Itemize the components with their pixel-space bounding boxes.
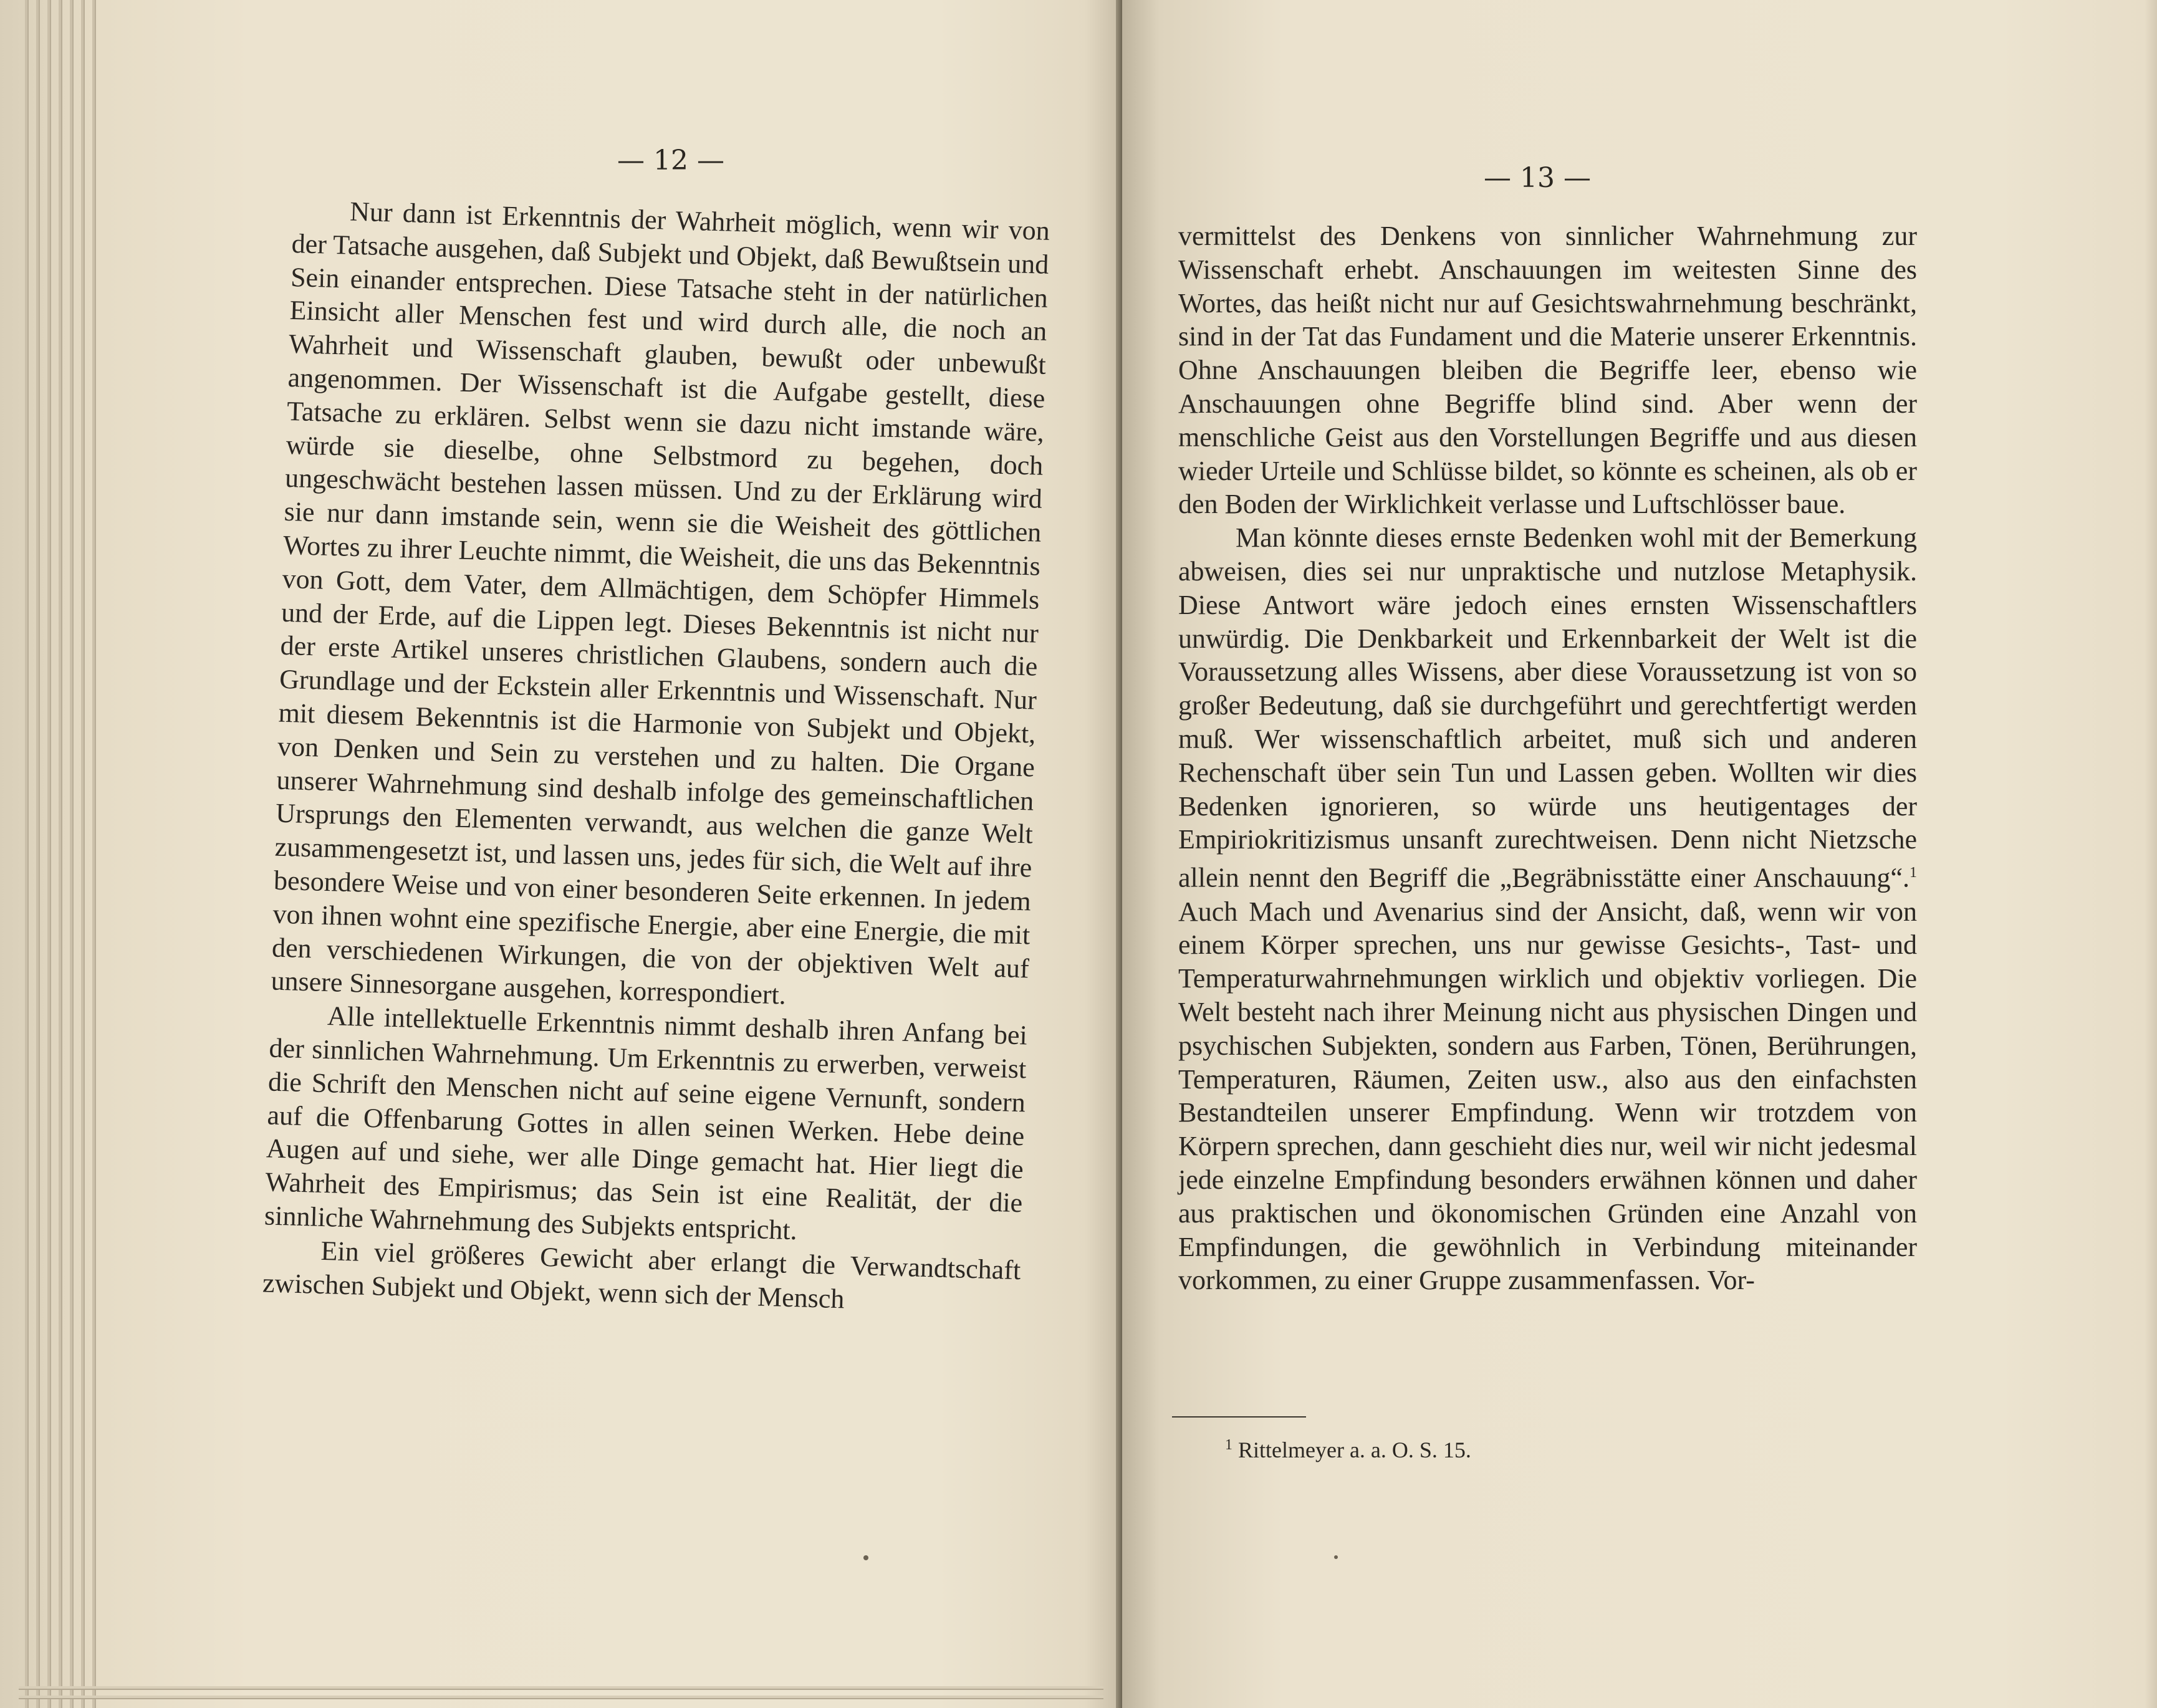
paper-speck [863, 1555, 868, 1560]
footnote [1225, 1437, 1471, 1463]
paragraph: Alle intellektuelle Erkenntnis nimmt deshalb ihren Anfang bei der sinnlichen Wahrnehmung. Um Erkenntnis zu erwerben, verweist die Schrift den Menschen nicht auf seine eigene Vernunft, sondern auf die Offenbarung Gottes in allen seinen Werken. Hebe deine Augen auf und siehe, wer alle Dinge gemacht hat. Hier liegt die Wahrheit des Empirismus; das Sein ist eine Realität, der die sinnliche Wahrnehmung des Subjekts entspricht. [264, 1000, 1028, 1246]
left-page-body [262, 193, 1050, 1321]
footnote-rule [1172, 1416, 1306, 1418]
page-edge-stack [70, 0, 74, 1708]
footnote-text: Rittelmeyer a. a. O. S. 15. [1232, 1437, 1471, 1462]
right-page-body [1178, 219, 1917, 1297]
page-number-left: — 12 — [617, 145, 724, 176]
paragraph-text: Man könnte dieses ernste Bedenken wohl mit der Bemerkung abweisen, dies sei nur unpraktische und nutzlose Metaphysik. Diese Antwort wäre jedoch eines ernsten Wissenschaftlers unwürdig. Die Denkbarkeit und Erkennbarkeit der Welt ist die Voraussetzung alles Wissens, aber diese Voraussetzung ist von so großer Bedeutung, daß sie durchgeführt und gerechtfertigt werden muß. Wer wissenschaftlich arbeitet, muß sich und anderen Rechenschaft über sein Tun und Lassen geben. Wollten wir dies Bedenken ignorieren, so würde uns heutigentages der Empiriokritizismus unsanft zurechtweisen. Denn nicht Nietzsche allein nennt den Begriff die „Begräbnisstätte einer Anschauung“. [1178, 522, 1917, 893]
page-bottom-edge [19, 1696, 1103, 1699]
paragraph [1178, 521, 1917, 1297]
page-number-right: — 13 — [1484, 162, 1591, 194]
footnote-marker: 1 [1225, 1437, 1232, 1453]
page-edge-stack [81, 0, 85, 1708]
page-bottom-edge [19, 1686, 1103, 1690]
paragraph: Nur dann ist Erkenntnis der Wahrheit möglich, wenn wir von der Tatsache ausgehen, daß Subjekt und Objekt, daß Bewußtsein und Sein einander entsprechen. Diese Tatsache steht in der natürlichen Einsicht aller Menschen fest und wird durch alle, die noch an Wahrheit und Wissenschaft glauben, bewußt oder unbewußt angenommen. Der Wissenschaft ist die Aufgabe gestellt, diese Tatsache zu erklären. Selbst wenn sie dazu nicht imstande wäre, würde sie dieselbe, ohne Selbstmord zu begehen, doch ungeschwächt bestehen lassen müssen. Und zu der Erklärung wird sie nur dann imstande sein, wenn sie die Weisheit des göttlichen Wortes zu ihrer Leuchte nimmt, die Weisheit, die uns das Bekenntnis von Gott, dem Vater, dem Allmächtigen, dem Schöpfer Himmels und der Erde, auf die Lippen legt. Dieses Bekenntnis ist nicht nur der erste Artikel unseres christlichen Glaubens, sondern auch die Grundlage und der Eckstein aller Erkenntnis und Wissenschaft. Nur mit diesem Bekenntnis ist die Harmonie von Subjekt und Objekt, von Denken und Sein zu verstehen und zu halten. Die Organe unserer Wahrnehmung sind deshalb infolge des gemeinschaftlichen Ursprungs den Elementen verwandt, aus welchen die ganze Welt zusammengesetzt ist, und lassen uns, jedes für sich, die Welt auf ihre besondere Weise und von einer besonderen Seite erkennen. In jedem von ihnen wohnt eine spezifische Energie, aber eine Energie, die mit den verschiedenen Wirkungen, die von der objektiven Welt auf unsere Sinnesorgane ausgehen, korrespondiert. [271, 196, 1050, 1010]
page-edge-stack [92, 0, 96, 1708]
page-edge-stack [59, 0, 62, 1708]
paragraph-text: Auch Mach und Avenarius sind der Ansicht, daß, wenn wir von einem Körper sprechen, uns nur gewisse Gesichts-, Tast- und Temperaturwahrnehmungen wirklich und objektiv vorliegen. Die Welt besteht nach ihrer Meinung nicht aus physischen Dingen und psychischen Subjekten, sondern aus Farben, Tönen, Berührungen, Temperaturen, Räumen, Zeiten usw., also aus den einfachsten Bestandteilen unserer Empfindung. Wenn wir trotzdem von Körpern sprechen, dann geschieht dies nur, weil wir nicht jedesmal jede einzelne Empfindung besonders erwähnen können und daher aus praktischen und ökonomischen Gründen eine Anzahl von Empfindungen, die gewöhnlich in Verbindung miteinander vorkommen, zu einer Gruppe zusammenfassen. Vor- [1178, 896, 1917, 1296]
paragraph: vermittelst des Denkens von sinnlicher Wahrnehmung zur Wissenschaft erhebt. Anschauungen im weitesten Sinne des Wortes, das heißt nicht nur auf Gesichtswahrnehmung beschränkt, sind in der Tat das Fundament und die Materie unserer Erkenntnis. Ohne Anschauungen bleiben die Begriffe leer, ebenso wie Anschauungen ohne Begriffe blind sind. Aber wenn der menschliche Geist aus den Vorstellungen Begriffe und aus diesen wieder Urteile und Schlüsse bildet, so könnte es scheinen, als ob er den Boden der Wirklichkeit verlasse und Luftschlösser baue. [1178, 221, 1917, 520]
page-edge-stack [36, 0, 40, 1708]
paragraph: Ein viel größeres Gewicht aber erlangt die Verwandtschaft zwischen Subjekt und Objekt, wenn sich der Mensch [262, 1235, 1021, 1314]
footnote-reference: 1 [1910, 865, 1917, 881]
page-edge-stack [25, 0, 29, 1708]
page-edge-stack [47, 0, 51, 1708]
paper-speck [1334, 1555, 1338, 1559]
